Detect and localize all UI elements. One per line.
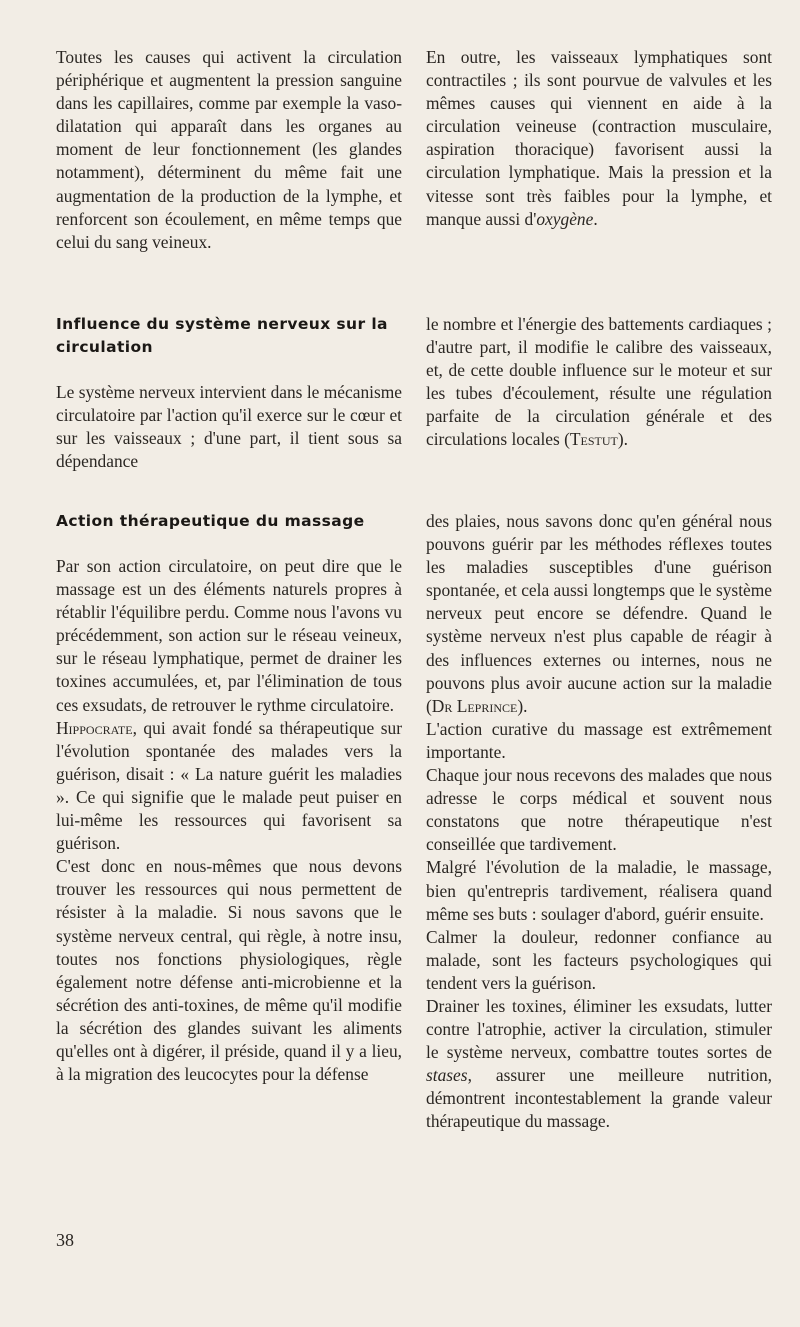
paragraph: des plaies, nous savons donc qu'en général nous pouvons guérir par les méthodes réflexes toutes les maladies susceptibles d'une guérison spontanée, et cela aussi longtemps que le système nerveux peut encore se défendre. Quand le système nerveux n'est plus capable de réagir à des influences externes ou internes, nous ne pouvons plus avoir aucune action sur la maladie (Dr Leprince). [426,511,772,716]
paragraph: Calmer la douleur, redonner confiance au malade, sont les facteurs psychologiques qui tendent vers la guérison. [426,926,772,993]
column-left [56,510,402,1086]
column-left [56,313,402,473]
paragraph: L'action curative du massage est extrêmement importante. [426,718,772,762]
paragraph: le nombre et l'énergie des battements cardiaques ; d'autre part, il modifie le calibre des vaisseaux, et, de cette double influence sur le moteur et sur les tubes d'écoulement, résulte une régulation parfaite de la circulation générale et des circulations locales (Testut). [426,314,772,450]
paragraph: Hippocrate, qui avait fondé sa thérapeutique sur l'évolution spontanée des malades vers la guérison, disait : « La nature guérit les maladies ». Ce qui signifie que le malade peut puiser en lui-même les ressources qui favorisent sa guérison. [56,717,402,854]
page-number: 38 [56,1230,74,1250]
column-left [56,46,402,254]
column-right [426,46,772,231]
paragraph: C'est donc en nous-mêmes que nous devons trouver les ressources qui nous permettent de résister à la maladie. Si nous savons que le système nerveux central, qui règle, à notre insu, toutes nos fonctions physiologiques, règle également notre défense anti-microbienne et la sécrétion des anti-toxines, de même qu'il modifie la sécrétion des glandes suivant les aliments qu'elles ont à digérer, il préside, quand il y a lieu, à la migration des leucocytes pour la défense [56,856,402,1085]
paragraph: En outre, les vaisseaux lymphatiques sont contractiles ; ils sont pourvue de valvules et les mêmes causes qui viennent en aide à la circulation veineuse (contraction musculaire, aspiration thoracique) favorisent aussi la circulation lymphatique. Mais la pression et la vitesse sont très faibles pour la lymphe, et manque aussi d'oxygène. [426,47,772,229]
section-heading: Action thérapeutique du massage [56,512,365,530]
paragraph: Drainer les toxines, éliminer les exsudats, lutter contre l'atrophie, activer la circulation, stimuler le système nerveux, combattre toutes sortes de stases, assurer une meilleure nutrition, démontrent incontestablement la grande valeur thérapeutique du massage. [426,995,772,1132]
author-name: Hippocrate, [56,717,137,738]
paragraph: Toutes les causes qui activent la circulation périphérique et augmentent la pression sanguine dans les capillaires, comme par exemple la vaso-dilatation qui apparaît dans les organes au moment de leur fonctionnement (les glandes notamment), déterminent du même fait une augmentation de la production de la lymphe, et renforcent son écoulement, en même temps que celui du sang veineux. [56,47,402,252]
section-heading: Influence du système nerveux sur la circulation [56,315,388,356]
column-right [426,313,772,452]
emphasis: stases [426,1065,468,1086]
paragraph: Chaque jour nous recevons des malades que nous adresse le corps médical et souvent nous constatons que notre thérapeutique n'est conseillée que tardivement. [426,765,772,855]
column-right [426,510,772,1134]
paragraph: Par son action circulatoire, on peut dire que le massage est un des éléments naturels propres à rétablir l'équilibre perdu. Comme nous l'avons vu précédemment, son action sur le réseau veineux, sur le réseau lymphatique, permet de drainer les toxines accumulées, et, par l'élimination de tous ces exsudats, de retrouver le rythme circulatoire. [56,556,402,715]
author-name: Dr Leprince [431,695,518,716]
author-name: Testut [569,429,618,450]
paragraph: Malgré l'évolution de la maladie, le massage, bien qu'entrepris tardivement, réalisera quand même ses buts : soulager d'abord, guérir ensuite. [426,857,772,924]
paragraph: Le système nerveux intervient dans le mécanisme circulatoire par l'action qu'il exerce sur le cœur et sur les vaisseaux ; d'une part, il tient sous sa dépendance [56,382,402,472]
emphasis: oxygène [536,208,594,229]
